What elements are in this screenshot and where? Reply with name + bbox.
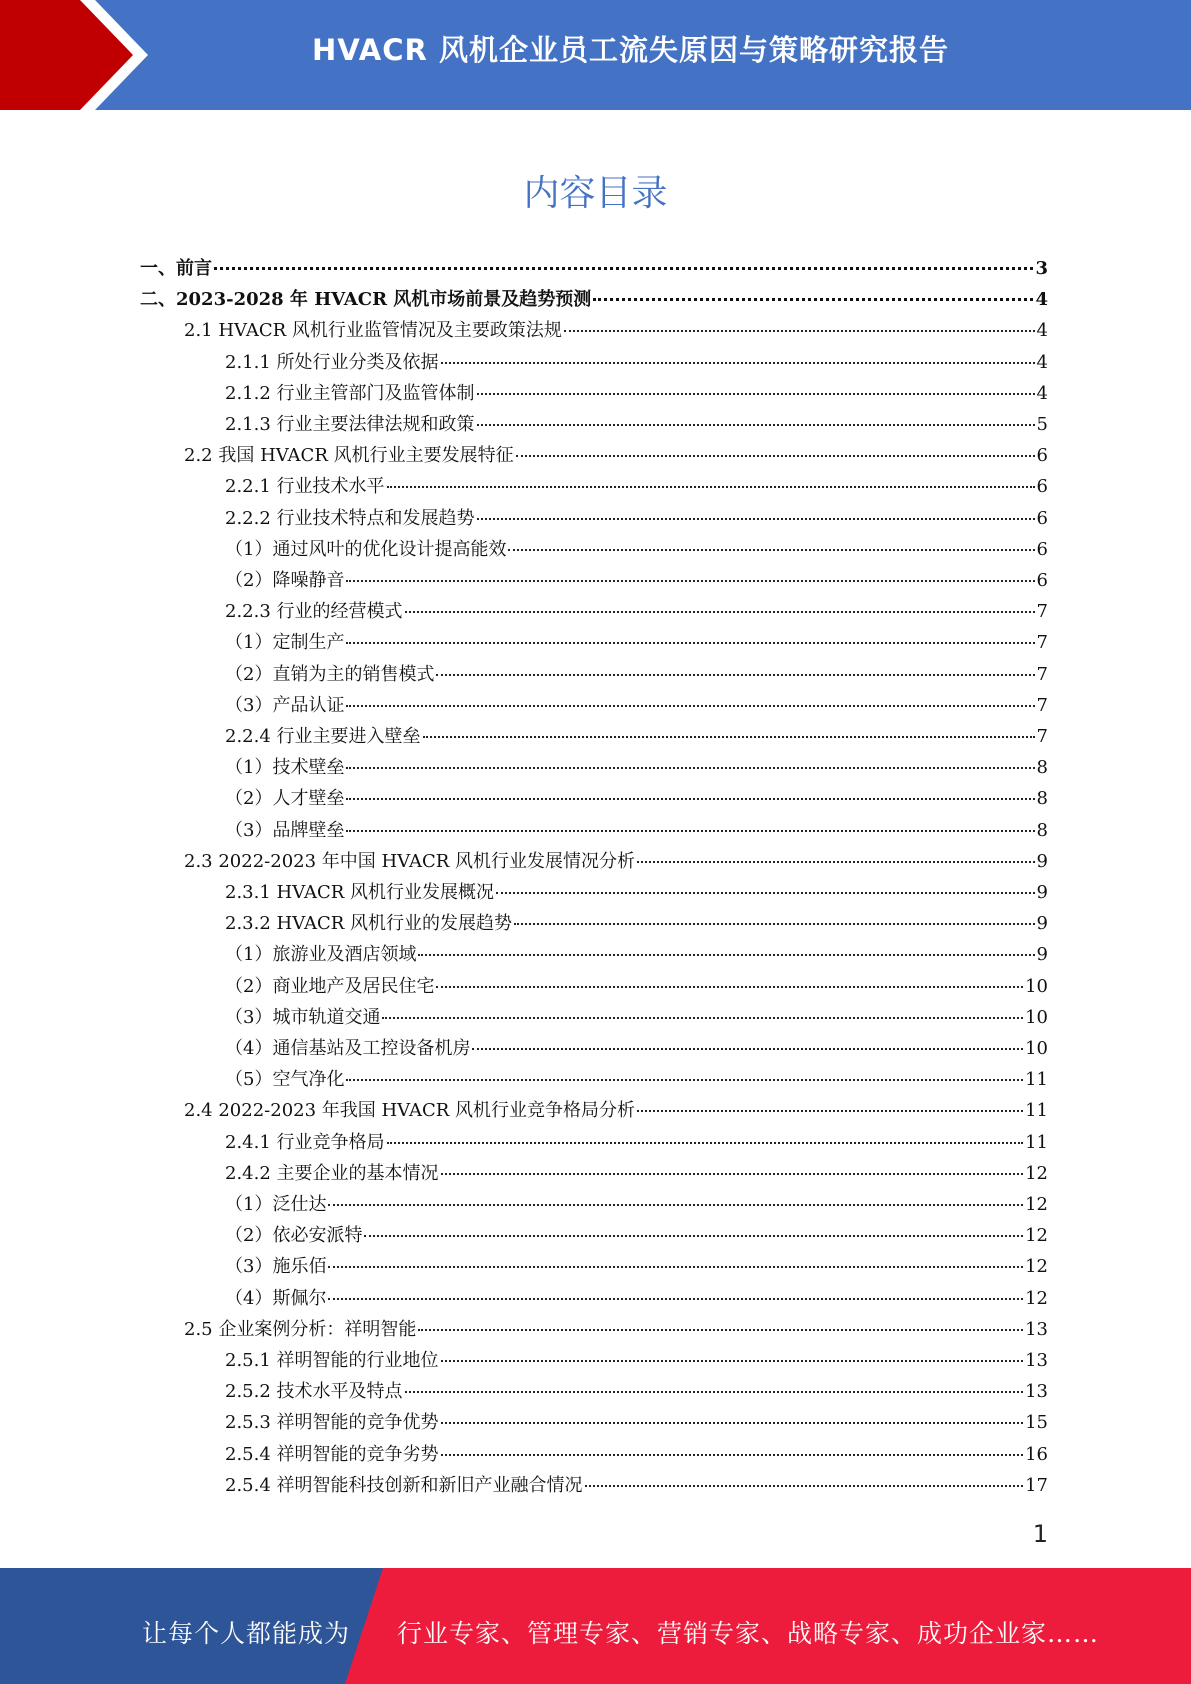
toc-leader-dots bbox=[328, 1204, 1023, 1206]
toc-entry[interactable] bbox=[225, 691, 1048, 722]
toc-entry[interactable] bbox=[225, 597, 1048, 628]
toc-entry-label: 2.5.4 祥明智能的竞争劣势 bbox=[225, 1444, 439, 1465]
toc-entry[interactable] bbox=[225, 909, 1048, 940]
toc-leader-dots bbox=[585, 1485, 1024, 1487]
toc-entry-label: 2.3.2 HVACR 风机行业的发展趋势 bbox=[225, 913, 513, 934]
toc-leader-dots bbox=[382, 1017, 1023, 1019]
toc-leader-dots bbox=[637, 1110, 1023, 1112]
toc-entry-page: 10 bbox=[1025, 1038, 1048, 1059]
toc-entry-page: 4 bbox=[1036, 320, 1048, 341]
toc-leader-dots bbox=[418, 954, 1034, 956]
toc-entry-label: （1）泛仕达 bbox=[225, 1194, 327, 1215]
toc-entry-label: 2.5.2 技术水平及特点 bbox=[225, 1381, 403, 1402]
toc-entry[interactable] bbox=[140, 254, 1048, 285]
toc-entry-label: 2.1.1 所处行业分类及依据 bbox=[225, 352, 439, 373]
toc-entry-label: （3）产品认证 bbox=[225, 695, 345, 716]
toc-entry[interactable] bbox=[225, 1128, 1048, 1159]
footer-slogan-left: 让每个人都能成为 bbox=[142, 1619, 351, 1648]
toc-leader-dots bbox=[441, 362, 1035, 364]
toc-entry-page: 16 bbox=[1025, 1444, 1048, 1465]
toc-entry-label: 2.4.2 主要企业的基本情况 bbox=[225, 1163, 439, 1184]
toc-entry-page: 17 bbox=[1025, 1475, 1048, 1496]
toc-entry-label: （1）通过风叶的优化设计提高能效 bbox=[225, 539, 507, 560]
toc-leader-dots bbox=[387, 1142, 1024, 1144]
toc-entry-page: 7 bbox=[1036, 664, 1048, 685]
toc-entry-page: 12 bbox=[1025, 1256, 1048, 1277]
toc-entry-page: 9 bbox=[1036, 913, 1048, 934]
toc-entry[interactable] bbox=[225, 878, 1048, 909]
toc-entry-label: 2.1 HVACR 风机行业监管情况及主要政策法规 bbox=[184, 320, 562, 341]
toc-entry-page: 6 bbox=[1036, 445, 1048, 466]
toc-entry-page: 8 bbox=[1036, 820, 1048, 841]
toc-entry[interactable] bbox=[225, 504, 1048, 535]
toc-entry[interactable] bbox=[225, 1190, 1048, 1221]
toc-entry-page: 13 bbox=[1025, 1350, 1048, 1371]
toc-leader-dots bbox=[593, 298, 1033, 301]
toc-entry-label: 二、2023-2028 年 HVACR 风机市场前景及趋势预测 bbox=[140, 289, 592, 310]
toc-leader-dots bbox=[346, 1079, 1023, 1081]
toc-leader-dots bbox=[472, 1048, 1023, 1050]
toc-entry-label: （1）技术壁垒 bbox=[225, 757, 345, 778]
toc-entry[interactable] bbox=[225, 348, 1048, 379]
toc-entry-page: 12 bbox=[1025, 1225, 1048, 1246]
toc-leader-dots bbox=[346, 642, 1034, 644]
toc-entry[interactable] bbox=[225, 472, 1048, 503]
toc-entry-page: 12 bbox=[1025, 1194, 1048, 1215]
toc-entry-page: 9 bbox=[1036, 944, 1048, 965]
toc-entry[interactable] bbox=[184, 441, 1048, 472]
toc-entry[interactable] bbox=[184, 847, 1048, 878]
toc-entry-label: 2.2.4 行业主要进入壁垒 bbox=[225, 726, 421, 747]
toc-entry-label: （2）商业地产及居民住宅 bbox=[225, 976, 435, 997]
toc-entry[interactable] bbox=[225, 753, 1048, 784]
toc-entry[interactable] bbox=[225, 1034, 1048, 1065]
toc-entry[interactable] bbox=[225, 1065, 1048, 1096]
toc-entry-label: （4）通信基站及工控设备机房 bbox=[225, 1038, 471, 1059]
toc-entry-label: 2.5 企业案例分析：祥明智能 bbox=[184, 1319, 417, 1340]
toc-entry[interactable] bbox=[225, 1252, 1048, 1283]
toc-entry[interactable] bbox=[225, 1471, 1048, 1502]
toc-entry-page: 7 bbox=[1036, 726, 1048, 747]
toc-leader-dots bbox=[405, 1391, 1024, 1393]
toc-entry-label: （2）降噪静音 bbox=[225, 570, 345, 591]
toc-entry-label: （3）品牌壁垒 bbox=[225, 820, 345, 841]
toc-entry[interactable] bbox=[225, 972, 1048, 1003]
toc-entry-label: 2.5.1 祥明智能的行业地位 bbox=[225, 1350, 439, 1371]
toc-title: 内容目录 bbox=[523, 173, 668, 214]
toc-leader-dots bbox=[637, 861, 1035, 863]
toc-entry-page: 15 bbox=[1025, 1412, 1048, 1433]
toc-leader-dots bbox=[477, 518, 1035, 520]
toc-leader-dots bbox=[346, 767, 1034, 769]
toc-entry-page: 7 bbox=[1036, 695, 1048, 716]
toc-leader-dots bbox=[496, 892, 1035, 894]
toc-entry-page: 8 bbox=[1036, 788, 1048, 809]
toc-entry-page: 13 bbox=[1025, 1319, 1048, 1340]
toc-entry-page: 6 bbox=[1036, 570, 1048, 591]
toc-entry-label: （2）依必安派特 bbox=[225, 1225, 363, 1246]
toc-leader-dots bbox=[214, 267, 1033, 270]
toc-entry[interactable] bbox=[225, 1284, 1048, 1315]
toc-entry[interactable] bbox=[225, 566, 1048, 597]
toc-entry-label: （3）施乐佰 bbox=[225, 1256, 327, 1277]
page-number: 1 bbox=[1032, 1520, 1048, 1548]
toc-entry-label: 2.3 2022-2023 年中国 HVACR 风机行业发展情况分析 bbox=[184, 851, 636, 872]
toc-leader-dots bbox=[364, 1235, 1023, 1237]
toc-entry[interactable] bbox=[140, 285, 1048, 316]
toc-leader-dots bbox=[328, 1298, 1023, 1300]
toc-leader-dots bbox=[564, 330, 1035, 332]
toc-entry-page: 10 bbox=[1025, 976, 1048, 997]
toc-entry-label: 2.2.3 行业的经营模式 bbox=[225, 601, 403, 622]
toc-entry-page: 12 bbox=[1025, 1163, 1048, 1184]
toc-leader-dots bbox=[436, 986, 1023, 988]
toc-entry[interactable] bbox=[225, 784, 1048, 815]
toc-entry-label: 2.5.3 祥明智能的竞争优势 bbox=[225, 1412, 439, 1433]
toc-entry[interactable] bbox=[225, 1440, 1048, 1471]
toc-entry-page: 8 bbox=[1036, 757, 1048, 778]
toc-entry-label: 2.5.4 祥明智能科技创新和新旧产业融合情况 bbox=[225, 1475, 583, 1496]
toc-leader-dots bbox=[441, 1422, 1024, 1424]
toc-entry-label: （2）直销为主的销售模式 bbox=[225, 664, 435, 685]
toc-entry-page: 7 bbox=[1036, 632, 1048, 653]
toc-entry[interactable] bbox=[225, 1159, 1048, 1190]
toc-entry-label: 2.1.2 行业主管部门及监管体制 bbox=[225, 383, 475, 404]
toc-entry-page: 6 bbox=[1036, 476, 1048, 497]
toc-leader-dots bbox=[477, 424, 1035, 426]
toc-entry[interactable] bbox=[225, 816, 1048, 847]
toc-entry-page: 12 bbox=[1025, 1288, 1048, 1309]
toc-entry[interactable] bbox=[225, 660, 1048, 691]
toc-entry[interactable] bbox=[184, 1096, 1048, 1127]
toc-entry-label: 2.2.2 行业技术特点和发展趋势 bbox=[225, 508, 475, 529]
toc-entry-label: 2.2 我国 HVACR 风机行业主要发展特征 bbox=[184, 445, 514, 466]
toc-entry-label: 2.4 2022-2023 年我国 HVACR 风机行业竞争格局分析 bbox=[184, 1100, 636, 1121]
toc-entry-label: （4）斯佩尔 bbox=[225, 1288, 327, 1309]
toc-entry-page: 5 bbox=[1036, 414, 1048, 435]
toc-leader-dots bbox=[346, 705, 1034, 707]
toc-entry-label: 一、前言 bbox=[140, 258, 212, 279]
toc-leader-dots bbox=[405, 611, 1035, 613]
toc-entry-page: 11 bbox=[1025, 1069, 1048, 1090]
toc-leader-dots bbox=[516, 455, 1035, 457]
toc-leader-dots bbox=[328, 1266, 1023, 1268]
toc-entry-label: （2）人才壁垒 bbox=[225, 788, 345, 809]
report-title: HVACR 风机企业员工流失原因与策略研究报告 bbox=[312, 33, 949, 67]
toc-leader-dots bbox=[514, 923, 1035, 925]
page-header bbox=[0, 0, 1191, 110]
toc-leader-dots bbox=[441, 1454, 1024, 1456]
toc-leader-dots bbox=[387, 486, 1035, 488]
toc-leader-dots bbox=[418, 1329, 1023, 1331]
toc-entry-label: 2.2.1 行业技术水平 bbox=[225, 476, 385, 497]
footer-slogan-right: 行业专家、管理专家、营销专家、战略专家、成功企业家…… bbox=[397, 1619, 1100, 1648]
toc-entry-label: （5）空气净化 bbox=[225, 1069, 345, 1090]
toc-leader-dots bbox=[436, 674, 1034, 676]
toc-entry-page: 11 bbox=[1025, 1132, 1048, 1153]
toc-leader-dots bbox=[441, 1360, 1024, 1362]
toc-entry-label: （1）旅游业及酒店领域 bbox=[225, 944, 417, 965]
toc-entry[interactable] bbox=[225, 1377, 1048, 1408]
toc-entry-page: 9 bbox=[1036, 851, 1048, 872]
toc-entry[interactable] bbox=[225, 379, 1048, 410]
toc-leader-dots bbox=[346, 798, 1034, 800]
toc-leader-dots bbox=[423, 736, 1035, 738]
toc-leader-dots bbox=[508, 549, 1034, 551]
toc-entry-page: 4 bbox=[1036, 352, 1048, 373]
toc-leader-dots bbox=[346, 580, 1034, 582]
toc-entry-page: 7 bbox=[1036, 601, 1048, 622]
toc-entry-page: 13 bbox=[1025, 1381, 1048, 1402]
toc-leader-dots bbox=[477, 393, 1035, 395]
toc-entry[interactable] bbox=[225, 535, 1048, 566]
toc-entry-label: （3）城市轨道交通 bbox=[225, 1007, 381, 1028]
toc-entry[interactable] bbox=[225, 1408, 1048, 1439]
toc-entry-page: 4 bbox=[1036, 383, 1048, 404]
toc-entry[interactable] bbox=[225, 1346, 1048, 1377]
toc-entry[interactable] bbox=[184, 316, 1048, 347]
toc-entry-label: 2.1.3 行业主要法律法规和政策 bbox=[225, 414, 475, 435]
toc-leader-dots bbox=[346, 830, 1034, 832]
page-footer bbox=[0, 1568, 1191, 1684]
toc-entry-page: 4 bbox=[1035, 289, 1048, 310]
toc-entry[interactable] bbox=[225, 1221, 1048, 1252]
toc-entry-label: （1）定制生产 bbox=[225, 632, 345, 653]
toc-entry[interactable] bbox=[225, 722, 1048, 753]
toc-entry-page: 10 bbox=[1025, 1007, 1048, 1028]
toc-leader-dots bbox=[441, 1173, 1024, 1175]
toc-entry[interactable] bbox=[225, 1003, 1048, 1034]
toc-entry-page: 3 bbox=[1035, 258, 1048, 279]
toc-entry-page: 11 bbox=[1025, 1100, 1048, 1121]
toc-entry[interactable] bbox=[184, 1315, 1048, 1346]
toc-entry[interactable] bbox=[225, 940, 1048, 971]
toc-entry-page: 6 bbox=[1036, 508, 1048, 529]
toc-entry[interactable] bbox=[225, 410, 1048, 441]
toc-entry-label: 2.4.1 行业竞争格局 bbox=[225, 1132, 385, 1153]
toc-entry-page: 9 bbox=[1036, 882, 1048, 903]
toc-entry-page: 6 bbox=[1036, 539, 1048, 560]
toc-entry-label: 2.3.1 HVACR 风机行业发展概况 bbox=[225, 882, 495, 903]
toc-entry[interactable] bbox=[225, 628, 1048, 659]
